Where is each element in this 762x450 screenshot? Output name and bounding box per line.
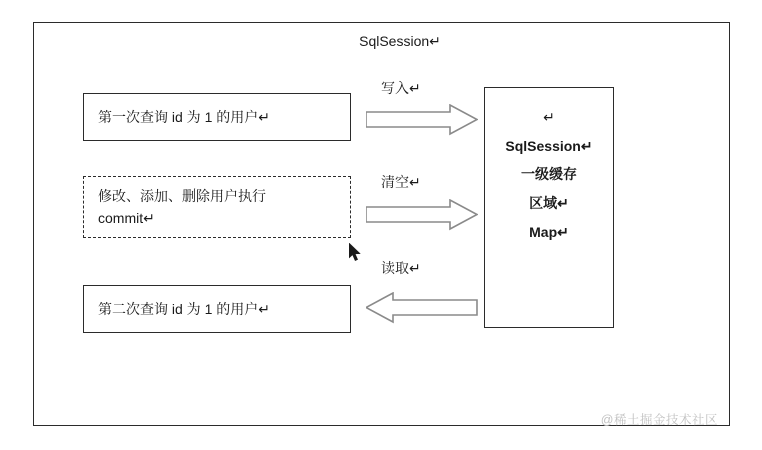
- mouse-cursor-icon: [349, 243, 363, 263]
- watermark: @稀土掘金技术社区: [600, 413, 718, 427]
- box-second-query: [83, 285, 351, 333]
- box-commit-operations: [83, 176, 351, 238]
- arrow-write-icon: [366, 104, 478, 136]
- arrow-read-icon: [366, 292, 478, 324]
- cache-line-0: ↵: [543, 109, 555, 125]
- arrow-label-clear: 清空↵: [381, 174, 421, 190]
- box-second-query-label: 第二次查询 id 为 1 的用户↵: [98, 301, 270, 317]
- arrow-clear-icon: [366, 199, 478, 231]
- box-commit-line-1: 修改、添加、删除用户执行: [98, 188, 266, 204]
- cache-line-4: Map↵: [529, 223, 569, 240]
- diagram-title: SqlSession↵: [359, 33, 441, 49]
- box-first-query: [83, 93, 351, 141]
- box-commit-line-2: commit↵: [98, 209, 155, 226]
- arrow-label-write: 写入↵: [381, 80, 421, 96]
- arrow-label-read: 读取↵: [381, 260, 421, 276]
- box-sqlsession-cache: [484, 87, 614, 328]
- cache-line-1: SqlSession↵: [505, 137, 593, 154]
- box-first-query-label: 第一次查询 id 为 1 的用户↵: [98, 109, 270, 125]
- cache-line-3: 区域↵: [529, 195, 569, 212]
- cache-line-2: 一级缓存: [521, 166, 577, 183]
